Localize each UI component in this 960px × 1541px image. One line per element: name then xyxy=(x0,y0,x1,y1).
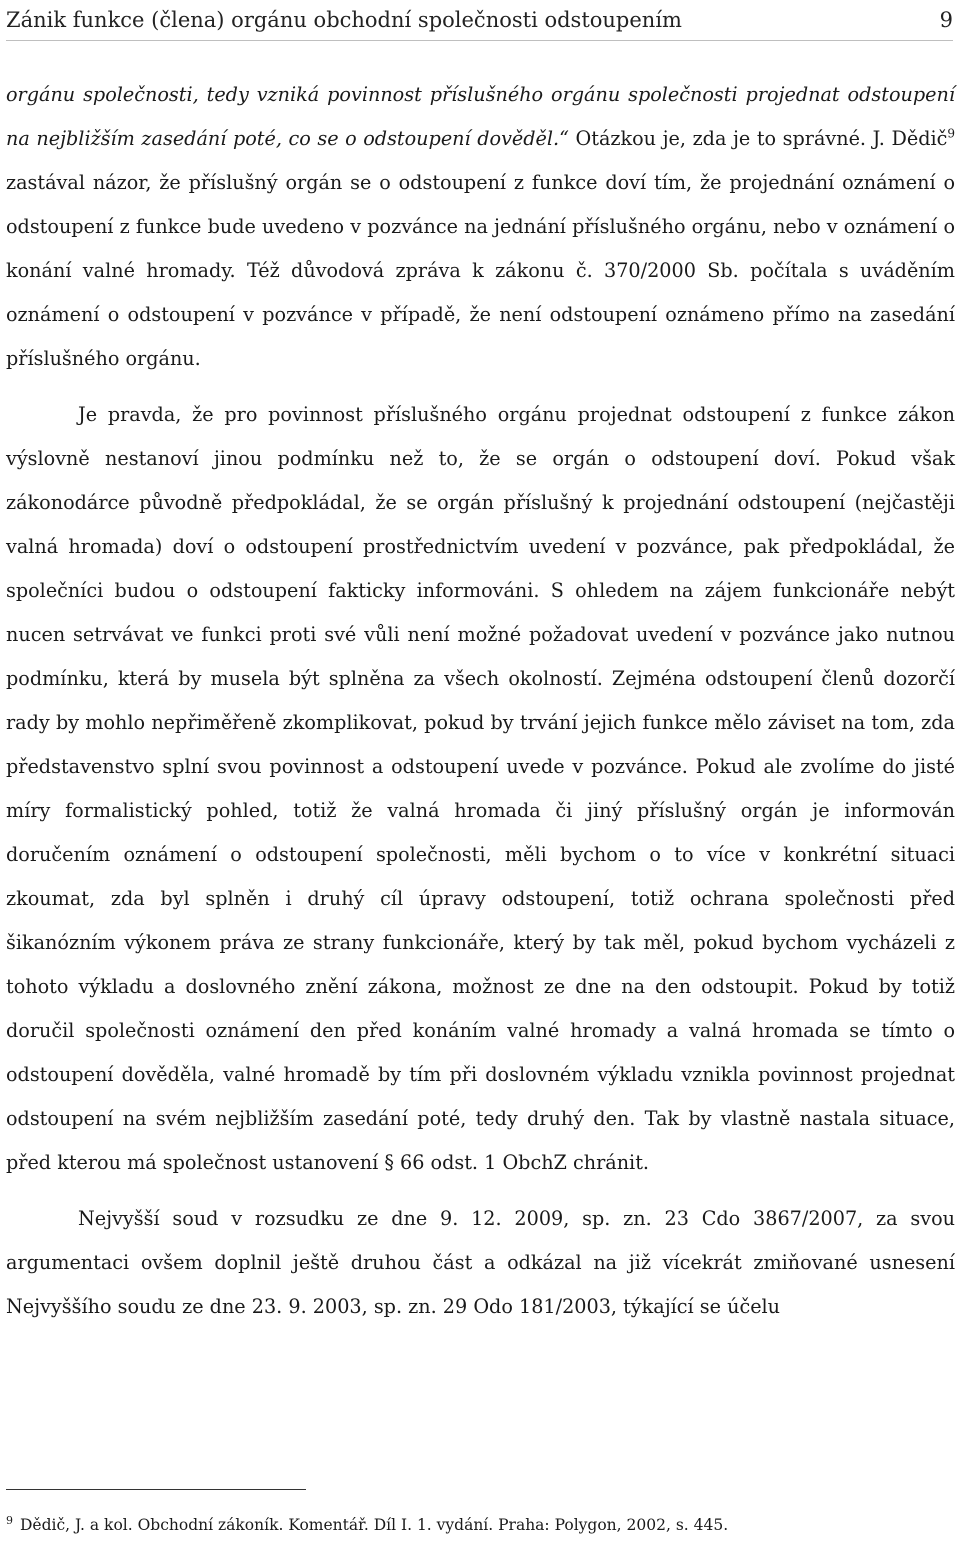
footnote-separator xyxy=(6,1489,306,1490)
footnote xyxy=(6,1515,955,1535)
quoted-text: orgánu společnosti, tedy vzniká povinnost příslušného orgánu společnosti projednat odstoupení na nejbližším zasedání poté, co se o odstoupení dověděl.“ xyxy=(6,83,955,150)
footnote-marker: 9 xyxy=(6,1513,13,1527)
paragraph-2: Je pravda, že pro povinnost příslušného orgánu projednat odstoupení z funkce zákon výslovně nestanoví jinou podmínku než to, že se orgán o odstoupení doví. Pokud však zákonodárce původně předpokládal, že se orgán příslušný k projednání odstoupení (nejčastěji valná hromada) doví o odstoupení prostřednictvím uvedení v pozvánce, pak předpokládal, že společníci budou o odstoupení fakticky informováni. S ohledem na zájem funkcionáře nebýt nucen setrvávat ve funkci proti své vůli není možné požadovat uvedení v pozvánce jako nutnou podmínku, která by musela být splněna za všech okolností. Zejména odstoupení členů dozorčí rady by mohlo nepřiměřeně zkomplikovat, pokud by trvání jejich funkce mělo záviset na tom, zda představenstvo splní svou povinnost a odstoupení uvede v pozvánce. Pokud ale zvolíme do jisté míry formalistický pohled, totiž že valná hromada či jiný příslušný orgán je informován doručením oznámení o odstoupení společnosti, měli bychom o to více v konkrétní situaci zkoumat, zda byl splněn i druhý cíl úpravy odstoupení, totiž ochrana společnosti před šikanózním výkonem práva ze strany funkcionáře, který by tak měl, pokud bychom vycházeli z tohoto výkladu a doslovného znění zákona, možnost ze dne na den odstoupit. Pokud by totiž doručil společnosti oznámení den před konáním valné hromady a valná hromada se tímto o odstoupení dověděla, valné hromadě by tím při doslovném výkladu vznikla povinnost projednat odstoupení na svém nejbližším zasedání poté, tedy druhý den. Tak by vlastně nastala situace, před kterou má společnost ustanovení § 66 odst. 1 ObchZ chránit. xyxy=(6,403,955,1174)
paragraph-1-text-a: Otázkou je, zda je to správné. J. Dědič xyxy=(568,127,948,150)
footnote-text: Dědič, J. a kol. Obchodní zákoník. Komentář. Díl I. 1. vydání. Praha: Polygon, 2002, s. 445. xyxy=(20,1516,729,1534)
footnote-reference[interactable]: 9 xyxy=(947,126,955,141)
running-header xyxy=(6,0,953,41)
page-body xyxy=(6,73,955,1329)
chapter-title: Zánik funkce (člena) orgánu obchodní společnosti odstoupením xyxy=(6,8,682,32)
paragraph-3: Nejvyšší soud v rozsudku ze dne 9. 12. 2009, sp. zn. 23 Cdo 3867/2007, za svou argumentaci ovšem doplnil ještě druhou část a odkázal na již vícekrát zmiňované usnesení Nejvyššího soudu ze dne 23. 9. 2003, sp. zn. 29 Odo 181/2003, týkající se účelu xyxy=(6,1207,955,1318)
paragraph-1-text-b: zastával názor, že příslušný orgán se o odstoupení z funkce doví tím, že projednání oznámení o odstoupení z funkce bude uvedeno v pozvánce na jednání příslušného orgánu, nebo v oznámení o konání valné hromady. Též důvodová zpráva k zákonu č. 370/2000 Sb. počítala s uváděním oznámení o odstoupení v pozvánce v případě, že není odstoupení oznámeno přímo na zasedání příslušného orgánu. xyxy=(6,171,955,370)
paragraph-1 xyxy=(6,73,955,381)
page-number: 9 xyxy=(939,8,953,32)
